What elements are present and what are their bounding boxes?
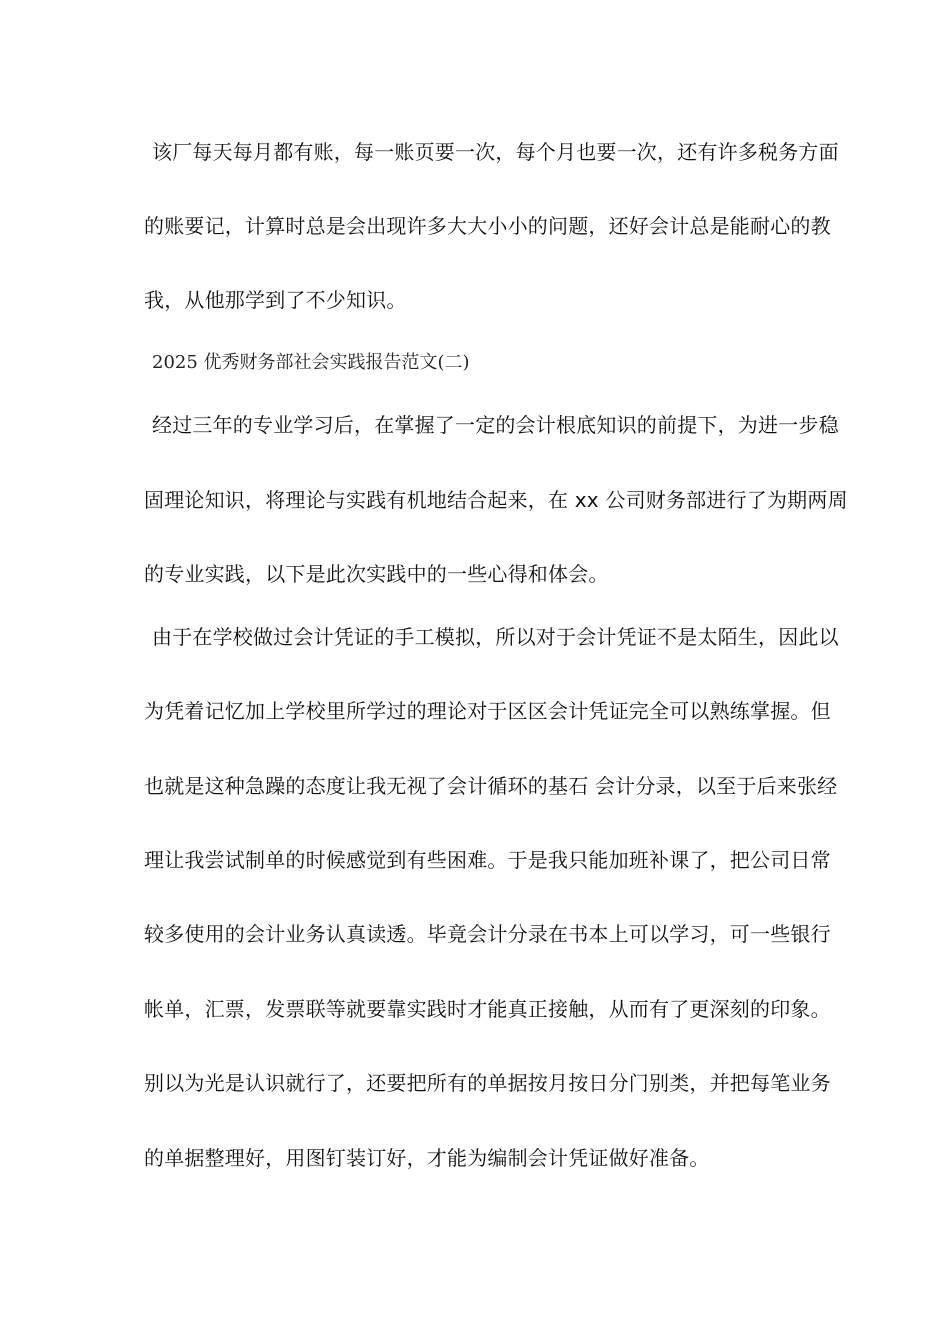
paragraph-2-line-2: 固理论知识，将理论与实践有机地结合起来，在 xx 公司财务部进行了为期两周 xyxy=(144,488,848,512)
paragraph-2-line-3: 的专业实践，以下是此次实践中的一些心得和体会。 xyxy=(144,562,609,586)
paragraph-1-line-1: 该厂每天每月都有账，每一账页要一次，每个月也要一次，还有许多税务方面 xyxy=(152,140,839,164)
paragraph-3-line-2: 为凭着记忆加上学校里所学过的理论对于区区会计凭证完全可以熟练掌握。但 xyxy=(144,699,831,723)
paragraph-3-line-7: 别以为光是认识就行了，还要把所有的单据按月按日分门别类，并把每笔业务 xyxy=(144,1071,831,1095)
paragraph-3-line-8: 的单据整理好，用图钉装订好，才能为编制会计凭证做好准备。 xyxy=(144,1146,710,1170)
paragraph-2-line-1: 经过三年的专业学习后，在掌握了一定的会计根底知识的前提下，为进一步稳 xyxy=(152,413,839,437)
paragraph-3-line-1: 由于在学校做过会计凭证的手工模拟，所以对于会计凭证不是太陌生，因此以 xyxy=(152,625,839,649)
paragraph-3-line-4: 理让我尝试制单的时候感觉到有些困难。于是我只能加班补课了，把公司日常 xyxy=(144,848,831,872)
paragraph-1-line-2: 的账要记，计算时总是会出现许多大大小小的问题，还好会计总是能耐心的教 xyxy=(144,214,831,238)
section-heading: 2025 优秀财务部社会实践报告范文(二) xyxy=(152,352,470,373)
paragraph-3-line-5: 较多使用的会计业务认真读透。毕竟会计分录在书本上可以学习，可一些银行 xyxy=(144,922,831,946)
paragraph-1-line-3: 我，从他那学到了不少知识。 xyxy=(144,288,407,312)
paragraph-3-line-3: 也就是这种急躁的态度让我无视了会计循环的基石 会计分录，以至于后来张经 xyxy=(144,774,838,798)
paragraph-3-line-6: 帐单，汇票，发票联等就要靠实践时才能真正接触，从而有了更深刻的印象。 xyxy=(144,997,831,1021)
